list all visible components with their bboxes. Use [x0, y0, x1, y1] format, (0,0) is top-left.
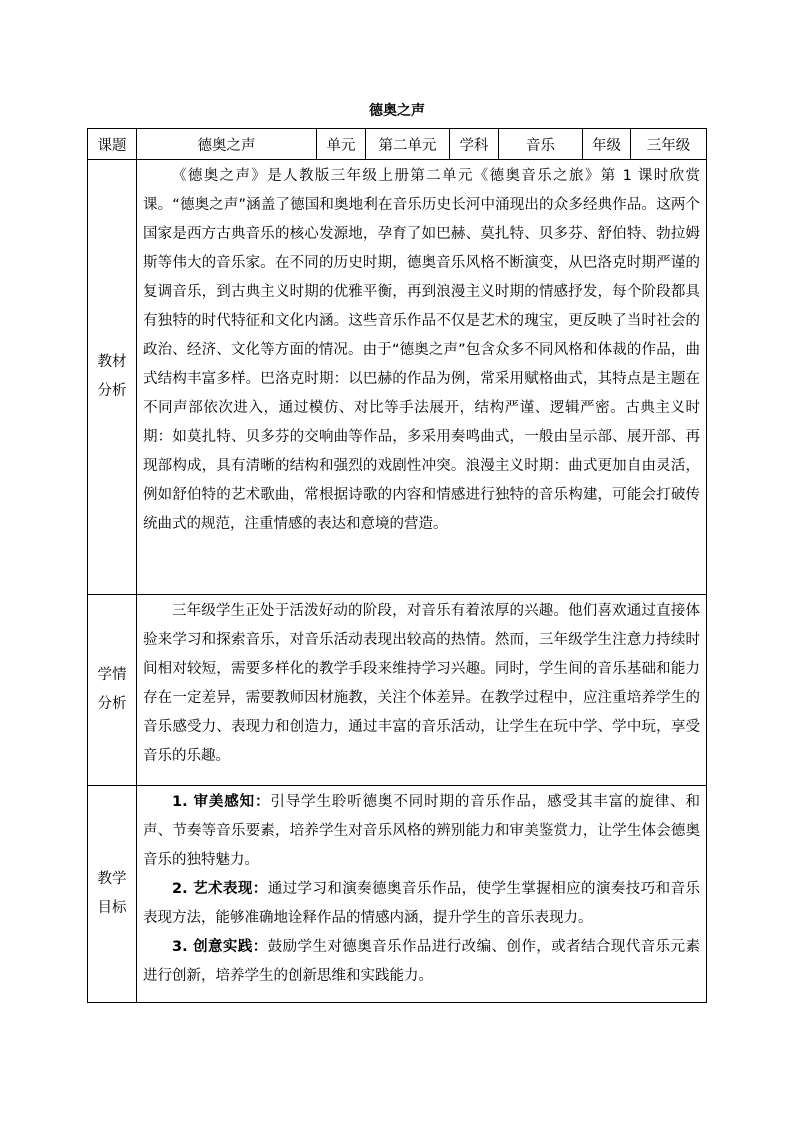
goal-head: 2. 艺术表现：: [172, 881, 268, 897]
header-row: [88, 129, 707, 160]
goal-text: 鼓励学生对德奥音乐作品进行改编、创作，或者结合现代音乐元素进行创新，培养学生的创新思维和实践能力。: [143, 939, 700, 984]
student-analysis-label-line1: 学情: [97, 667, 127, 683]
teaching-goals-content: [137, 786, 707, 1003]
goal-item: [143, 875, 700, 933]
subject-value: 音乐: [499, 129, 583, 160]
goal-item: [143, 933, 700, 991]
course-value: 德奥之声: [137, 129, 317, 160]
teaching-goals-label-line1: 教学: [97, 871, 127, 887]
student-analysis-label: [88, 595, 137, 786]
lesson-plan-table: [87, 128, 707, 1003]
subject-label: 学科: [450, 129, 499, 160]
student-analysis-content: [137, 595, 707, 786]
material-analysis-text: 《德奥之声》是人教版三年级上册第二单元《德奥音乐之旅》第 1 课时欣赏课。“德奥之声”涵盖了德国和奥地利在音乐历史长河中涌现出的众多经典作品。这两个国家是西方古典音乐的核心发源地，孕育了如巴赫、莫扎特、贝多芬、舒伯特、勃拉姆斯等伟大的音乐家。在不同的历史时期，德奥音乐风格不断演变，从巴洛克时期严谨的复调音乐，到古典主义时期的优雅平衡，再到浪漫主义时期的情感抒发，每个阶段都具有独特的时代特征和文化内涵。这些音乐作品不仅是艺术的瑰宝，更反映了当时社会的政治、经济、文化等方面的情况。由于“德奥之声”包含众多不同风格和体裁的作品，曲式结构丰富多样。巴洛克时期：以巴赫的作品为例，常采用赋格曲式，其特点是主题在不同声部依次进入，通过模仿、对比等手法展开，结构严谨、逻辑严密。古典主义时期：如莫扎特、贝多芬的交响曲等作品，多采用奏鸣曲式，一般由呈示部、展开部、再现部构成，具有清晰的结构和强烈的戏剧性冲突。浪漫主义时期：曲式更加自由灵活，例如舒伯特的艺术歌曲，常根据诗歌的内容和情感进行独特的音乐构建，可能会打破传统曲式的规范，注重情感的表达和意境的营造。: [143, 168, 700, 532]
material-analysis-row: [88, 160, 707, 595]
page-title: 德奥之声: [369, 103, 425, 119]
teaching-goals-row: [88, 786, 707, 1003]
unit-value: 第二单元: [366, 129, 450, 160]
grade-value: 三年级: [631, 129, 707, 160]
goal-text: 通过学习和演奏德奥音乐作品，使学生掌握相应的演奏技巧和音乐表现方法，能够准确地诠释作品的情感内涵，提升学生的音乐表现力。: [143, 881, 700, 926]
teaching-goals-label: [88, 786, 137, 1003]
unit-label: 单元: [317, 129, 366, 160]
goal-text: 引导学生聆听德奥不同时期的音乐作品，感受其丰富的旋律、和声、节奏等音乐要素，培养学生对音乐风格的辨别能力和审美鉴赏力，让学生体会德奥音乐的独特魅力。: [143, 794, 700, 868]
teaching-goals-label-line2: 目标: [97, 900, 127, 916]
material-analysis-label-line1: 教材: [97, 354, 127, 370]
course-label: 课题: [88, 129, 137, 160]
goal-head: 1. 审美感知：: [172, 794, 271, 810]
material-analysis-content: [137, 160, 707, 595]
goal-item: [143, 788, 700, 875]
student-analysis-text: 三年级学生正处于活泼好动的阶段，对音乐有着浓厚的兴趣。他们喜欢通过直接体验来学习和探索音乐，对音乐活动表现出较高的热情。然而，三年级学生注意力持续时间相对较短，需要多样化的教学手段来维持学习兴趣。同时，学生间的音乐基础和能力存在一定差异，需要教师因材施教，关注个体差异。在教学过程中，应注重培养学生的音乐感受力、表现力和创造力，通过丰富的音乐活动，让学生在玩中学、学中玩，享受音乐的乐趣。: [143, 603, 700, 764]
material-analysis-label-line2: 分析: [97, 383, 127, 399]
student-analysis-label-line2: 分析: [97, 696, 127, 712]
grade-label: 年级: [583, 129, 631, 160]
goal-head: 3. 创意实践：: [172, 939, 268, 955]
material-analysis-label: [88, 160, 137, 595]
student-analysis-row: [88, 595, 707, 786]
